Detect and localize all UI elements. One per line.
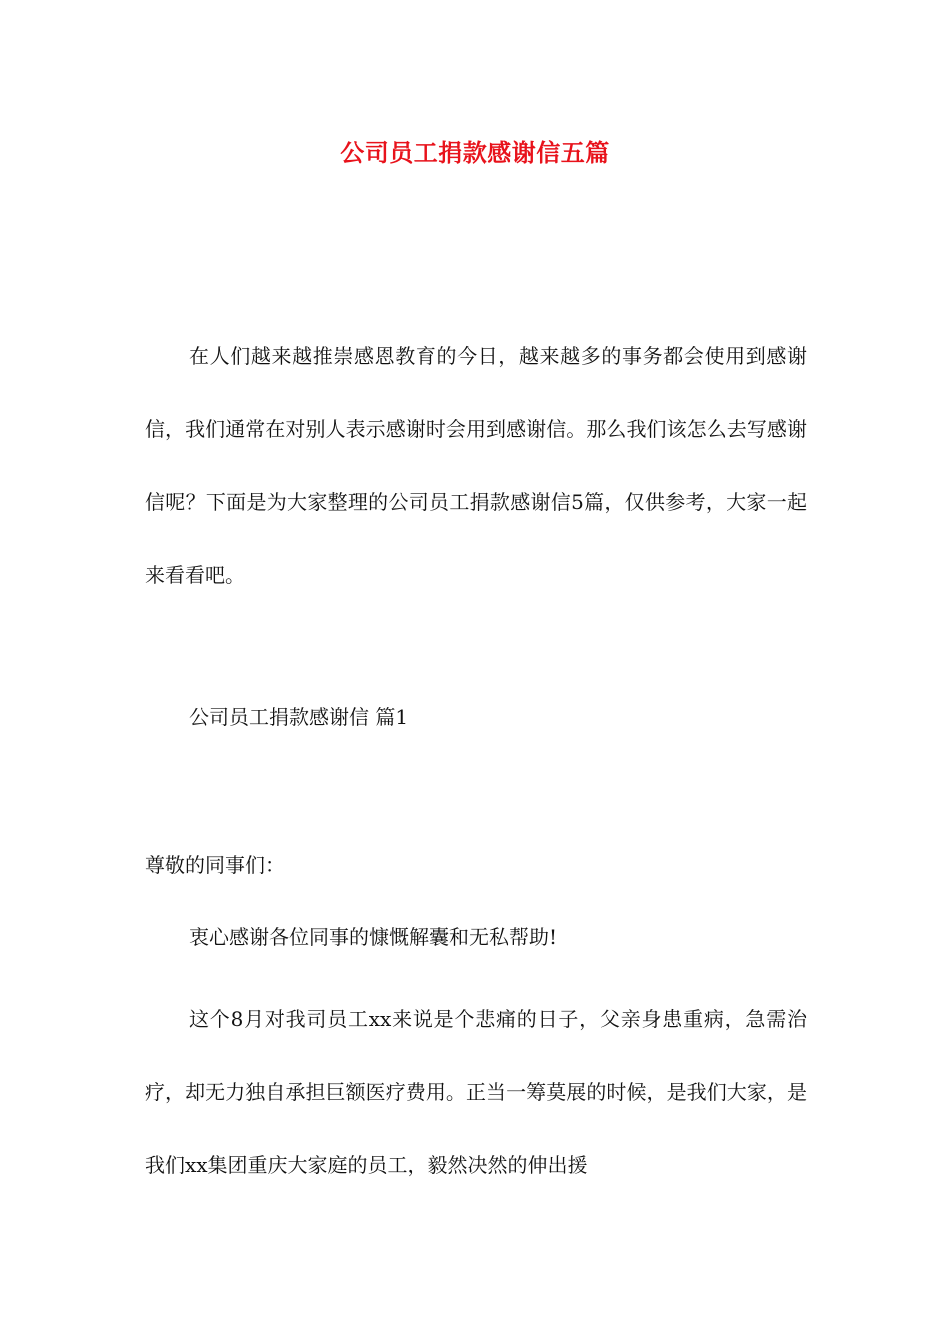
section-heading: 公司员工捐款感谢信 篇1 (189, 705, 409, 729)
letter-salutation: 尊敬的同事们： (145, 853, 285, 877)
document-title: 公司员工捐款感谢信五篇 (340, 139, 610, 167)
letter-paragraph-1: 衷心感谢各位同事的慷慨解囊和无私帮助! (189, 925, 558, 949)
letter-paragraph-2: 这个8月对我司员工xx来说是个悲痛的日子，父亲身患重病，急需治疗，却无力独自承担巨额医疗费用。正当一筹莫展的时候，是我们大家，是我们xx集团重庆大家庭的员工，毅然决然的伸出援 (145, 1007, 807, 1177)
intro-paragraph: 在人们越来越推崇感恩教育的今日，越来越多的事务都会使用到感谢信，我们通常在对别人表示感谢时会用到感谢信。那么我们该怎么去写感谢信呢？下面是为大家整理的公司员工捐款感谢信5篇，仅供参考，大家一起来看看吧。 (145, 344, 807, 587)
